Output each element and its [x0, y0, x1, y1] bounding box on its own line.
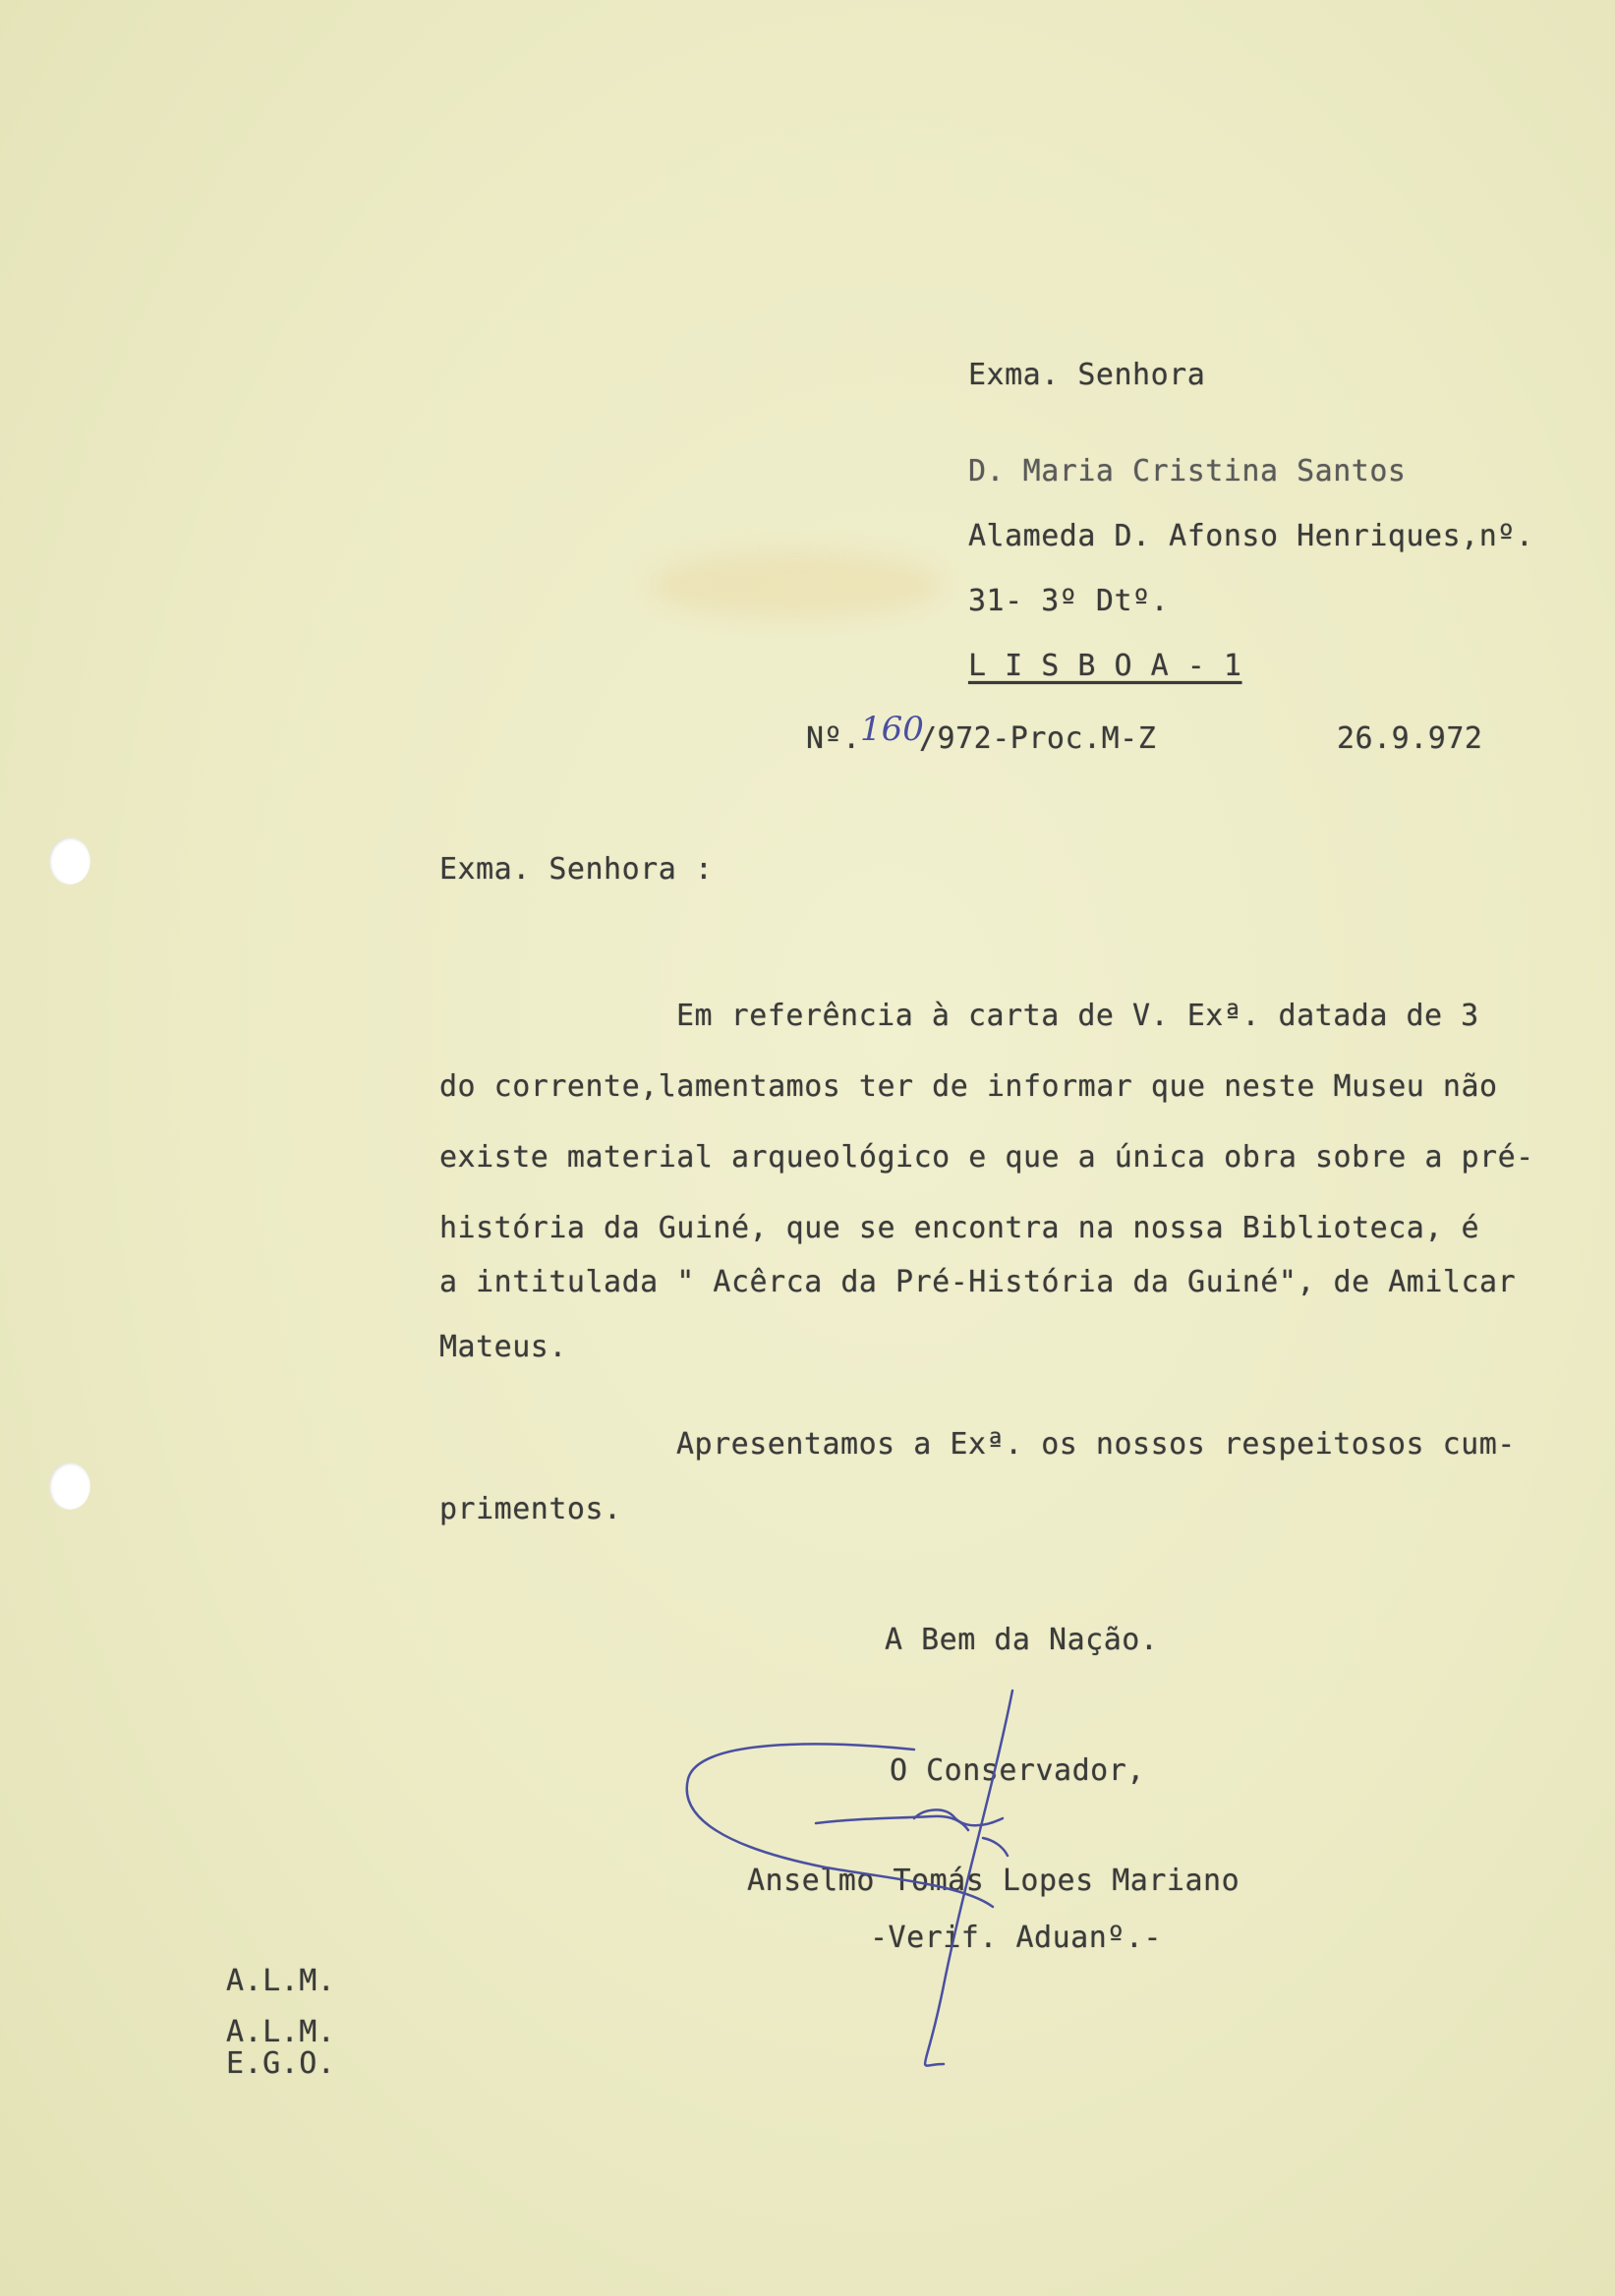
punch-hole-bottom: [49, 1463, 90, 1510]
reference-date: 26.9.972: [1337, 721, 1483, 756]
initials-line: A.L.M.: [226, 1964, 336, 1998]
paragraph1-line: Mateus.: [439, 1330, 567, 1364]
address-street: Alameda D. Afonso Henriques,nº.: [968, 519, 1534, 553]
paragraph1-line: Em referência à carta de V. Exª. datada de 3: [676, 999, 1479, 1033]
paragraph2-line: Apresentamos a Exª. os nossos respeitosos cum-: [676, 1427, 1516, 1462]
paragraph2-line: primentos.: [439, 1492, 622, 1526]
paragraph1-line: existe material arqueológico e que a única obra sobre a pré-: [439, 1140, 1534, 1175]
signer-role: -Verif. Aduanº.-: [870, 1921, 1162, 1955]
address-city: L I S B O A - 1: [968, 649, 1242, 683]
closing-formula: A Bem da Nação.: [885, 1623, 1159, 1657]
signer-name: Anselmo Tomás Lopes Mariano: [747, 1864, 1240, 1898]
paper-stain: [649, 550, 944, 619]
reference-prefix: Nº.: [806, 721, 861, 756]
address-number: 31- 3º Dtº.: [968, 584, 1170, 618]
paragraph1-line: do corrente,lamentamos ter de informar que neste Museu não: [439, 1069, 1498, 1104]
reference-suffix: /972-Proc.M-Z: [919, 721, 1157, 756]
reference-handwritten-number: 160: [860, 710, 924, 749]
paragraph1-line: a intitulada " Acêrca da Pré-História da Guiné", de Amilcar: [439, 1265, 1517, 1299]
signer-title: O Conservador,: [890, 1753, 1145, 1788]
address-salutation: Exma. Senhora: [968, 358, 1206, 392]
paragraph1-line: história da Guiné, que se encontra na nossa Biblioteca, é: [439, 1211, 1480, 1245]
punch-hole-top: [49, 837, 90, 885]
initials-line: A.L.M.: [226, 2015, 336, 2049]
letter-greeting: Exma. Senhora :: [439, 852, 714, 887]
initials-line: E.G.O.: [226, 2046, 336, 2081]
handwritten-signature: [668, 1671, 1180, 2084]
address-name: D. Maria Cristina Santos: [968, 454, 1407, 488]
